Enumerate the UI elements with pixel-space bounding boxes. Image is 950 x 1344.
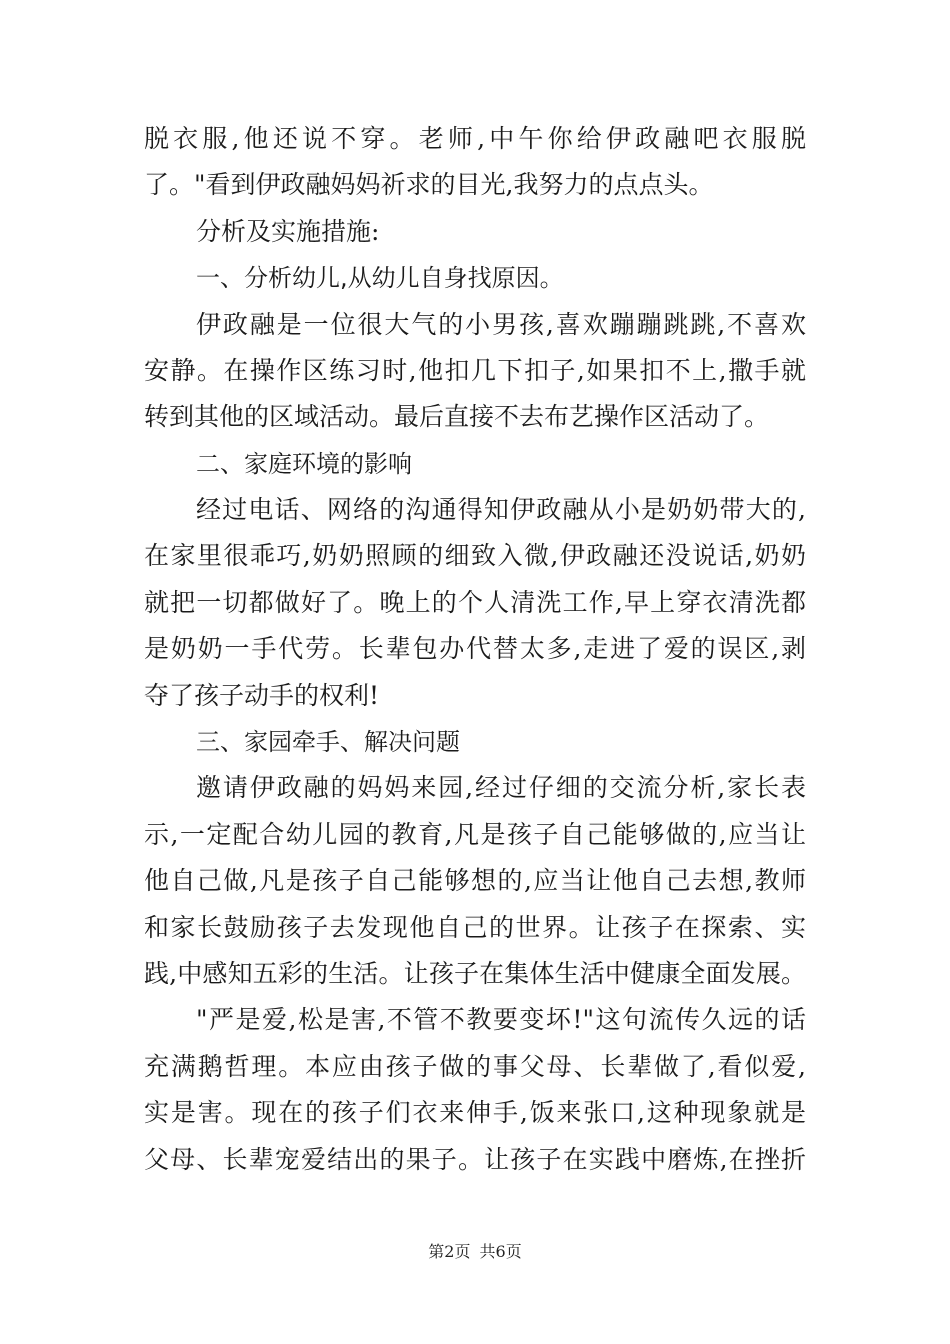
paragraph-line: 脱衣服,他还说不穿。老师,中午你给伊政融吧衣服脱 bbox=[144, 124, 806, 153]
paragraph-line: 是奶奶一手代劳。长辈包办代替太多,走进了爱的误区,剥 bbox=[144, 634, 806, 663]
paragraph-line: 安静。在操作区练习时,他扣几下扣子,如果扣不上,撒手就 bbox=[144, 356, 806, 385]
paragraph-line: 父母、长辈宠爱结出的果子。让孩子在实践中磨炼,在挫折 bbox=[144, 1145, 806, 1174]
paragraph-line: 经过电话、网络的沟通得知伊政融从小是奶奶带大的, bbox=[196, 495, 806, 524]
section-label: 分析及实施措施: bbox=[196, 217, 380, 246]
paragraph-line: 和家长鼓励孩子去发现他自己的世界。让孩子在探索、实 bbox=[144, 913, 806, 942]
paragraph-line: 实是害。现在的孩子们衣来伸手,饭来张口,这种现象就是 bbox=[144, 1098, 806, 1127]
section-heading: 二、家庭环境的影响 bbox=[196, 450, 412, 478]
section-heading: 一、分析幼儿,从幼儿自身找原因。 bbox=[196, 264, 564, 292]
paragraph-line: 践,中感知五彩的生活。让孩子在集体生活中健康全面发展。 bbox=[144, 959, 806, 988]
paragraph-line: "严是爱,松是害,不管不教要变坏!"这句流传久远的话 bbox=[196, 1005, 806, 1034]
paragraph-line: 了。"看到伊政融妈妈祈求的目光,我努力的点点头。 bbox=[144, 170, 714, 199]
paragraph-line: 充满鹅哲理。本应由孩子做的事父母、长辈做了,看似爱, bbox=[144, 1052, 806, 1081]
paragraph-line: 在家里很乖巧,奶奶照顾的细致入微,伊政融还没说话,奶奶 bbox=[144, 541, 806, 570]
page-footer bbox=[0, 1240, 950, 1264]
page-number: 第2页 bbox=[428, 1242, 471, 1261]
paragraph-line: 伊政融是一位很大气的小男孩,喜欢蹦蹦跳跳,不喜欢 bbox=[196, 310, 806, 339]
paragraph-line: 就把一切都做好了。晚上的个人清洗工作,早上穿衣清洗都 bbox=[144, 588, 806, 617]
paragraph-line: 他自己做,凡是孩子自己能够想的,应当让他自己去想,教师 bbox=[144, 866, 806, 895]
paragraph-line: 示,一定配合幼儿园的教育,凡是孩子自己能够做的,应当让 bbox=[144, 820, 806, 849]
section-heading: 三、家园牵手、解决问题 bbox=[196, 728, 460, 756]
paragraph-line: 邀请伊政融的妈妈来园,经过仔细的交流分析,家长表 bbox=[196, 773, 806, 802]
page-total: 共6页 bbox=[479, 1242, 522, 1261]
paragraph-line: 转到其他的区域活动。最后直接不去布艺操作区活动了。 bbox=[144, 402, 770, 431]
paragraph-line: 夺了孩子动手的权利! bbox=[144, 681, 380, 710]
